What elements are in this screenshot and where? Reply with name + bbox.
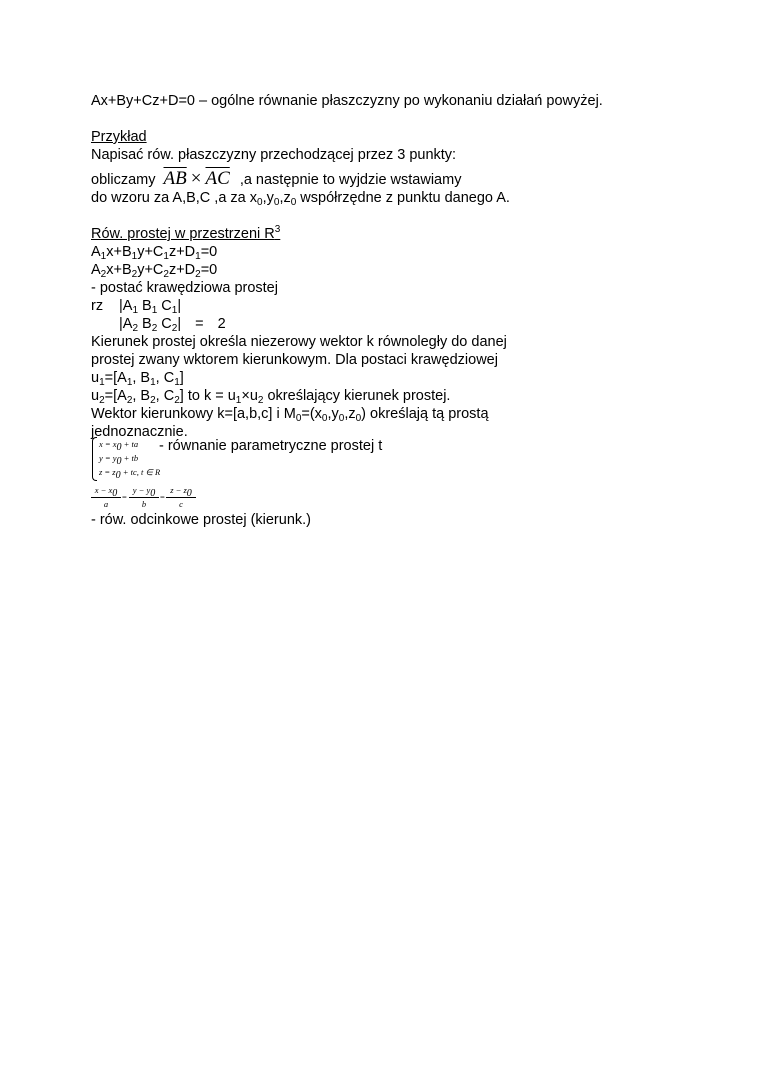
equals-sign: =	[160, 492, 165, 502]
eq-part: A	[91, 262, 101, 278]
m-part: |	[177, 316, 182, 332]
eq-part: A	[91, 244, 101, 260]
eq-part: =0	[200, 244, 218, 260]
compute-post-text: ,a następnie to wyjdzie wstawiamy	[239, 172, 462, 188]
d-sub: 0	[355, 413, 362, 424]
substitute-text: do wzoru za A,B,C ,a za x	[91, 190, 258, 206]
param-part: + ta	[121, 439, 139, 449]
u-sub: 1	[126, 377, 133, 388]
m-sub: 1	[132, 305, 139, 316]
m-part: |	[177, 298, 182, 314]
matrix-row-1	[119, 297, 181, 315]
comma: ,	[279, 190, 284, 206]
fraction-z-denominator: c	[179, 499, 183, 509]
d-part: =(x	[301, 406, 322, 422]
u-sub: 2	[126, 395, 133, 406]
eq-sub: 1	[163, 251, 169, 262]
u-part: , C	[155, 370, 175, 386]
system-brace	[92, 437, 97, 481]
param-row-z	[99, 467, 161, 481]
frac-part: y − y	[132, 485, 151, 495]
u-sub: 2	[257, 395, 264, 406]
m-sub: 2	[151, 323, 158, 334]
d-sub: 0	[321, 413, 328, 424]
example-task: Napisać rów. płaszczyzny przechodzącej przez 3 punkty:	[91, 147, 457, 163]
eq-sub: 1	[195, 251, 201, 262]
d-part: ,y	[327, 406, 339, 422]
m-part: B	[138, 298, 152, 314]
u-part: , B	[132, 370, 151, 386]
rank-equals: =	[195, 316, 204, 332]
eq-part: y+C	[137, 262, 164, 278]
example-heading: Przykład	[91, 129, 147, 145]
u-part: , C	[155, 388, 175, 404]
eq-part: x+B	[106, 262, 132, 278]
u-part: ]	[179, 370, 184, 386]
rank-label: rz	[91, 298, 104, 314]
eq-sub: 2	[163, 269, 169, 280]
m-sub: 2	[171, 323, 178, 334]
m-sub: 2	[132, 323, 139, 334]
plane-equation-1	[91, 243, 217, 261]
u-sub: 1	[99, 377, 105, 388]
frac-part: x − x	[94, 485, 113, 495]
rank-value: 2	[217, 316, 226, 332]
m-sub: 1	[171, 305, 178, 316]
m-part: C	[157, 316, 172, 332]
u-part: ×u	[241, 388, 258, 404]
equals-sign: =	[122, 492, 127, 502]
m-part: |A	[119, 316, 133, 332]
eq-part: z+D	[168, 244, 196, 260]
eq-part: =0	[200, 262, 218, 278]
fraction-y-denominator: b	[141, 499, 147, 509]
uniquely-text: jednoznacznie.	[91, 424, 188, 440]
param-part: + tb	[121, 453, 139, 463]
vector-ab: $\overline{AB}$	[163, 168, 187, 189]
eq-sub: 2	[100, 269, 107, 280]
line-section-heading	[91, 225, 280, 243]
compute-text: obliczamy	[91, 172, 156, 188]
u2-vector	[91, 387, 450, 405]
heading-text: Rów. prostej w przestrzeni R	[91, 226, 275, 242]
param-row-x	[99, 439, 139, 453]
u-part: określający kierunek prostej.	[263, 388, 451, 404]
z-var: z	[283, 190, 291, 206]
d-part: ,z	[344, 406, 356, 422]
param-part: + tc, t ∈ R	[120, 467, 161, 477]
m-sub: 1	[151, 305, 158, 316]
sub-0: 0	[273, 197, 280, 208]
substitute-line	[91, 189, 510, 207]
m-part: |A	[119, 298, 133, 314]
substitute-post-text: współrzędne z punktu danego A.	[296, 190, 510, 206]
fraction-y	[129, 485, 159, 510]
edge-form-text: - postać krawędziowa prostej	[91, 280, 278, 296]
fraction-x-numerator	[91, 485, 121, 498]
cross-sign: ×	[190, 168, 202, 189]
general-plane-equation: Ax+By+Cz+D=0 – ogólne równanie płaszczyzny po wykonaniu działań powyżej.	[91, 93, 603, 109]
param-part: x = x	[99, 439, 117, 449]
plane-equation-2	[91, 261, 217, 279]
matrix-row-2	[119, 315, 226, 333]
d-sub: 0	[295, 413, 302, 424]
u-part: u	[91, 370, 100, 386]
u-part: u	[91, 388, 100, 404]
fraction-z-numerator	[166, 485, 196, 498]
u-sub: 2	[150, 395, 156, 406]
param-part: z = z	[99, 467, 116, 477]
d-part: Wektor kierunkowy k=[a,b,c] i M	[91, 406, 296, 422]
m-part: B	[138, 316, 152, 332]
fraction-x	[91, 485, 121, 510]
vector-ac: $\overline{AC}$	[205, 168, 230, 189]
frac-part: z − z	[170, 485, 187, 495]
frac-sub: 0	[150, 488, 156, 499]
direction-paragraph-1: Kierunek prostej określa niezerowy wektor k równoległy do danej	[91, 334, 507, 350]
u-sub: 1	[235, 395, 242, 406]
u-part: ] to k = u	[179, 388, 236, 404]
param-row-y	[99, 453, 139, 467]
eq-sub: 2	[131, 269, 138, 280]
comma: ,	[262, 190, 267, 206]
direction-paragraph-2: prostej zwany wktorem kierunkowym. Dla postaci krawędziowej	[91, 352, 498, 368]
d-sub: 0	[338, 413, 345, 424]
eq-sub: 2	[195, 269, 201, 280]
y-var: y	[266, 190, 274, 206]
eq-part: x+B	[106, 244, 132, 260]
eq-part: y+C	[137, 244, 164, 260]
u-sub: 1	[174, 377, 180, 388]
fraction-y-numerator	[129, 485, 159, 498]
u-sub: 2	[174, 395, 180, 406]
m-part: C	[157, 298, 172, 314]
d-part: ) określają tą prostą	[361, 406, 489, 422]
frac-sub: 0	[112, 488, 118, 499]
sub-0: 0	[290, 197, 297, 208]
u1-vector	[91, 369, 184, 387]
eq-part: z+D	[168, 262, 196, 278]
param-sub: 0	[116, 456, 122, 467]
parametric-label: - równanie parametryczne prostej t	[159, 438, 383, 454]
heading-sup: 3	[274, 224, 281, 235]
param-sub: 0	[115, 470, 121, 481]
u-sub: 1	[150, 377, 156, 388]
param-sub: 0	[116, 442, 122, 453]
cross-product-line	[91, 170, 461, 189]
fraction-x-denominator: a	[103, 499, 109, 509]
direction-vector-line	[91, 405, 489, 423]
fraction-z	[166, 485, 196, 510]
u-part: , B	[132, 388, 151, 404]
eq-sub: 1	[131, 251, 138, 262]
eq-sub: 1	[100, 251, 107, 262]
u-sub: 2	[99, 395, 105, 406]
frac-sub: 0	[186, 488, 192, 499]
u-part: =[A	[104, 388, 127, 404]
sub-0: 0	[257, 197, 263, 208]
u-part: =[A	[104, 370, 127, 386]
param-part: y = y	[99, 453, 117, 463]
intercept-form-text: - rów. odcinkowe prostej (kierunk.)	[91, 512, 311, 528]
